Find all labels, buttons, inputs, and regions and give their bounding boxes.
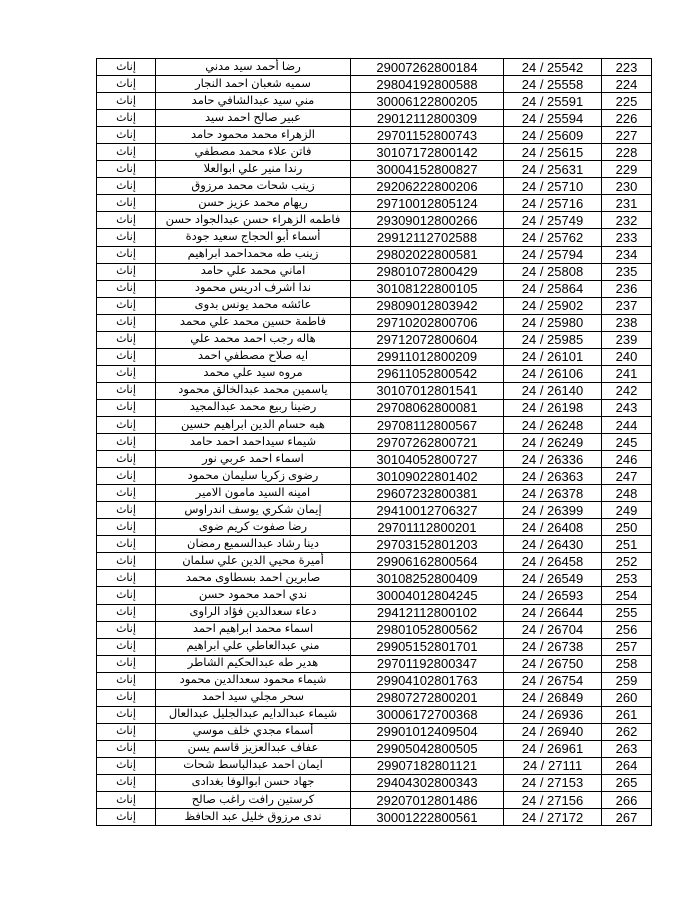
table-row bbox=[97, 93, 652, 110]
table-row bbox=[97, 723, 652, 740]
table-row bbox=[97, 451, 652, 468]
serial-cell: 249 bbox=[602, 502, 652, 519]
gender-cell: إناث bbox=[97, 59, 156, 76]
name-cell: عفاف عبدالعزيز قاسم يسن bbox=[156, 740, 351, 757]
serial-cell: 245 bbox=[602, 434, 652, 451]
national-id-cell: 29701112800201 bbox=[351, 519, 504, 536]
name-cell: ريهام محمد عزيز حسن bbox=[156, 195, 351, 212]
gender-cell: إناث bbox=[97, 144, 156, 161]
gender-cell: إناث bbox=[97, 161, 156, 178]
gender-cell: إناث bbox=[97, 655, 156, 672]
code-cell: 24 / 25985 bbox=[504, 331, 602, 348]
gender-cell: إناث bbox=[97, 740, 156, 757]
gender-cell: إناث bbox=[97, 127, 156, 144]
name-cell: امينه السيد مامون الامير bbox=[156, 485, 351, 502]
code-cell: 24 / 27153 bbox=[504, 774, 602, 791]
code-cell: 24 / 26336 bbox=[504, 451, 602, 468]
name-cell: فاطمة حسين محمد علي محمد bbox=[156, 314, 351, 331]
table-row bbox=[97, 280, 652, 297]
name-cell: فاطمه الزهراء حسن عبدالجواد حسن bbox=[156, 212, 351, 229]
gender-cell: إناث bbox=[97, 382, 156, 399]
name-cell: رضا صفوت كريم ضوى bbox=[156, 519, 351, 536]
national-id-cell: 29912112702588 bbox=[351, 229, 504, 246]
national-id-cell: 29809012803942 bbox=[351, 297, 504, 314]
serial-cell: 227 bbox=[602, 127, 652, 144]
gender-cell: إناث bbox=[97, 809, 156, 826]
code-cell: 24 / 25794 bbox=[504, 246, 602, 263]
gender-cell: إناث bbox=[97, 604, 156, 621]
serial-cell: 233 bbox=[602, 229, 652, 246]
name-cell: فاتن علاء محمد مصطفي bbox=[156, 144, 351, 161]
code-cell: 24 / 26408 bbox=[504, 519, 602, 536]
national-id-cell: 29807272800201 bbox=[351, 689, 504, 706]
gender-cell: إناث bbox=[97, 553, 156, 570]
serial-cell: 255 bbox=[602, 604, 652, 621]
code-cell: 24 / 25710 bbox=[504, 178, 602, 195]
national-id-cell: 29901012409504 bbox=[351, 723, 504, 740]
serial-cell: 242 bbox=[602, 382, 652, 399]
table-row bbox=[97, 519, 652, 536]
national-id-cell: 30107172800142 bbox=[351, 144, 504, 161]
name-cell: سحر مجلي سيد احمد bbox=[156, 689, 351, 706]
serial-cell: 246 bbox=[602, 451, 652, 468]
records-table-body bbox=[97, 59, 652, 826]
name-cell: إيمان شكري يوسف اندراوس bbox=[156, 502, 351, 519]
serial-cell: 226 bbox=[602, 110, 652, 127]
table-row bbox=[97, 740, 652, 757]
table-row bbox=[97, 195, 652, 212]
code-cell: 24 / 26593 bbox=[504, 587, 602, 604]
national-id-cell: 29801072800429 bbox=[351, 263, 504, 280]
serial-cell: 236 bbox=[602, 280, 652, 297]
name-cell: كرستين رافت راغب صالح bbox=[156, 792, 351, 809]
table-row bbox=[97, 485, 652, 502]
table-row bbox=[97, 689, 652, 706]
national-id-cell: 29012112800309 bbox=[351, 110, 504, 127]
gender-cell: إناث bbox=[97, 519, 156, 536]
gender-cell: إناث bbox=[97, 706, 156, 723]
name-cell: مني سيد عبدالشافي حامد bbox=[156, 93, 351, 110]
national-id-cell: 29710012805124 bbox=[351, 195, 504, 212]
table-row bbox=[97, 127, 652, 144]
code-cell: 24 / 26378 bbox=[504, 485, 602, 502]
code-cell: 24 / 26248 bbox=[504, 416, 602, 433]
gender-cell: إناث bbox=[97, 774, 156, 791]
table-row bbox=[97, 382, 652, 399]
name-cell: ياسمين محمد عبدالخالق محمود bbox=[156, 382, 351, 399]
serial-cell: 266 bbox=[602, 792, 652, 809]
table-row bbox=[97, 399, 652, 416]
table-row bbox=[97, 348, 652, 365]
gender-cell: إناث bbox=[97, 297, 156, 314]
national-id-cell: 29906162800564 bbox=[351, 553, 504, 570]
code-cell: 24 / 26704 bbox=[504, 621, 602, 638]
national-id-cell: 30004152800827 bbox=[351, 161, 504, 178]
code-cell: 24 / 27156 bbox=[504, 792, 602, 809]
gender-cell: إناث bbox=[97, 263, 156, 280]
national-id-cell: 29802022800581 bbox=[351, 246, 504, 263]
gender-cell: إناث bbox=[97, 434, 156, 451]
name-cell: زينب طه محمداحمد ابراهيم bbox=[156, 246, 351, 263]
serial-cell: 264 bbox=[602, 757, 652, 774]
serial-cell: 229 bbox=[602, 161, 652, 178]
name-cell: اماني محمد علي حامد bbox=[156, 263, 351, 280]
table-row bbox=[97, 263, 652, 280]
table-row bbox=[97, 621, 652, 638]
national-id-cell: 29611052800542 bbox=[351, 365, 504, 382]
name-cell: زينب شحات محمد مرزوق bbox=[156, 178, 351, 195]
code-cell: 24 / 26750 bbox=[504, 655, 602, 672]
name-cell: هبه حسام الدين ابراهيم حسين bbox=[156, 416, 351, 433]
national-id-cell: 30108122800105 bbox=[351, 280, 504, 297]
serial-cell: 265 bbox=[602, 774, 652, 791]
name-cell: ايه صلاح مصطفي احمد bbox=[156, 348, 351, 365]
code-cell: 24 / 25864 bbox=[504, 280, 602, 297]
gender-cell: إناث bbox=[97, 280, 156, 297]
national-id-cell: 30006122800205 bbox=[351, 93, 504, 110]
national-id-cell: 29905042800505 bbox=[351, 740, 504, 757]
serial-cell: 235 bbox=[602, 263, 652, 280]
national-id-cell: 29804192800588 bbox=[351, 76, 504, 93]
serial-cell: 248 bbox=[602, 485, 652, 502]
national-id-cell: 29701152800743 bbox=[351, 127, 504, 144]
name-cell: اسماء محمد ابراهيم احمد bbox=[156, 621, 351, 638]
name-cell: الزهراء محمد محمود حامد bbox=[156, 127, 351, 144]
table-row bbox=[97, 297, 652, 314]
name-cell: ندي احمد محمود حسن bbox=[156, 587, 351, 604]
national-id-cell: 30006172700368 bbox=[351, 706, 504, 723]
serial-cell: 247 bbox=[602, 468, 652, 485]
gender-cell: إناث bbox=[97, 757, 156, 774]
serial-cell: 262 bbox=[602, 723, 652, 740]
table-row bbox=[97, 161, 652, 178]
serial-cell: 230 bbox=[602, 178, 652, 195]
serial-cell: 239 bbox=[602, 331, 652, 348]
national-id-cell: 29701192800347 bbox=[351, 655, 504, 672]
serial-cell: 259 bbox=[602, 672, 652, 689]
table-row bbox=[97, 570, 652, 587]
national-id-cell: 29207012801486 bbox=[351, 792, 504, 809]
code-cell: 24 / 27111 bbox=[504, 757, 602, 774]
table-row bbox=[97, 604, 652, 621]
name-cell: مني عبدالعاطي علي ابراهيم bbox=[156, 638, 351, 655]
name-cell: دعاء سعدالدين فؤاد الراوى bbox=[156, 604, 351, 621]
serial-cell: 254 bbox=[602, 587, 652, 604]
code-cell: 24 / 25542 bbox=[504, 59, 602, 76]
gender-cell: إناث bbox=[97, 638, 156, 655]
national-id-cell: 29911012800209 bbox=[351, 348, 504, 365]
serial-cell: 257 bbox=[602, 638, 652, 655]
table-row bbox=[97, 110, 652, 127]
table-row bbox=[97, 809, 652, 826]
serial-cell: 250 bbox=[602, 519, 652, 536]
records-table bbox=[96, 58, 652, 826]
code-cell: 24 / 26754 bbox=[504, 672, 602, 689]
national-id-cell: 29007262800184 bbox=[351, 59, 504, 76]
code-cell: 24 / 25558 bbox=[504, 76, 602, 93]
national-id-cell: 30004012804245 bbox=[351, 587, 504, 604]
serial-cell: 252 bbox=[602, 553, 652, 570]
name-cell: هاله رجب احمد محمد علي bbox=[156, 331, 351, 348]
serial-cell: 256 bbox=[602, 621, 652, 638]
name-cell: هدير طه عبدالحكيم الشاطر bbox=[156, 655, 351, 672]
national-id-cell: 29412112800102 bbox=[351, 604, 504, 621]
gender-cell: إناث bbox=[97, 314, 156, 331]
gender-cell: إناث bbox=[97, 792, 156, 809]
code-cell: 24 / 26101 bbox=[504, 348, 602, 365]
code-cell: 24 / 26940 bbox=[504, 723, 602, 740]
serial-cell: 237 bbox=[602, 297, 652, 314]
table-row bbox=[97, 144, 652, 161]
name-cell: شيماء سيداحمد احمد حامد bbox=[156, 434, 351, 451]
national-id-cell: 29904102801763 bbox=[351, 672, 504, 689]
table-row bbox=[97, 246, 652, 263]
national-id-cell: 29905152801701 bbox=[351, 638, 504, 655]
code-cell: 24 / 26936 bbox=[504, 706, 602, 723]
code-cell: 24 / 25762 bbox=[504, 229, 602, 246]
code-cell: 24 / 25716 bbox=[504, 195, 602, 212]
table-row bbox=[97, 774, 652, 791]
name-cell: عبير صالح احمد سيد bbox=[156, 110, 351, 127]
code-cell: 24 / 26849 bbox=[504, 689, 602, 706]
national-id-cell: 29708112800567 bbox=[351, 416, 504, 433]
gender-cell: إناث bbox=[97, 76, 156, 93]
gender-cell: إناث bbox=[97, 723, 156, 740]
gender-cell: إناث bbox=[97, 621, 156, 638]
table-row bbox=[97, 587, 652, 604]
national-id-cell: 29907182801121 bbox=[351, 757, 504, 774]
serial-cell: 244 bbox=[602, 416, 652, 433]
gender-cell: إناث bbox=[97, 468, 156, 485]
table-row bbox=[97, 672, 652, 689]
serial-cell: 253 bbox=[602, 570, 652, 587]
national-id-cell: 30108252800409 bbox=[351, 570, 504, 587]
national-id-cell: 29710202800706 bbox=[351, 314, 504, 331]
serial-cell: 238 bbox=[602, 314, 652, 331]
serial-cell: 251 bbox=[602, 536, 652, 553]
national-id-cell: 30109022801402 bbox=[351, 468, 504, 485]
table-row bbox=[97, 178, 652, 195]
code-cell: 24 / 25615 bbox=[504, 144, 602, 161]
gender-cell: إناث bbox=[97, 502, 156, 519]
name-cell: مروه سيد علي محمد bbox=[156, 365, 351, 382]
gender-cell: إناث bbox=[97, 672, 156, 689]
serial-cell: 241 bbox=[602, 365, 652, 382]
serial-cell: 267 bbox=[602, 809, 652, 826]
table-row bbox=[97, 468, 652, 485]
serial-cell: 240 bbox=[602, 348, 652, 365]
name-cell: جهاد حسن ابوالوفا بغدادى bbox=[156, 774, 351, 791]
name-cell: دينا رشاد عبدالسميع رمضان bbox=[156, 536, 351, 553]
national-id-cell: 30104052800727 bbox=[351, 451, 504, 468]
code-cell: 24 / 25609 bbox=[504, 127, 602, 144]
code-cell: 24 / 26549 bbox=[504, 570, 602, 587]
gender-cell: إناث bbox=[97, 110, 156, 127]
name-cell: أميرة محيي الدين علي سلمان bbox=[156, 553, 351, 570]
code-cell: 24 / 25631 bbox=[504, 161, 602, 178]
name-cell: صابرين احمد بسطاوى محمد bbox=[156, 570, 351, 587]
serial-cell: 232 bbox=[602, 212, 652, 229]
serial-cell: 263 bbox=[602, 740, 652, 757]
table-row bbox=[97, 757, 652, 774]
gender-cell: إناث bbox=[97, 570, 156, 587]
national-id-cell: 29708062800081 bbox=[351, 399, 504, 416]
national-id-cell: 29801052800562 bbox=[351, 621, 504, 638]
code-cell: 24 / 26140 bbox=[504, 382, 602, 399]
national-id-cell: 29607232800381 bbox=[351, 485, 504, 502]
code-cell: 24 / 26363 bbox=[504, 468, 602, 485]
serial-cell: 258 bbox=[602, 655, 652, 672]
table-row bbox=[97, 792, 652, 809]
national-id-cell: 29404302800343 bbox=[351, 774, 504, 791]
gender-cell: إناث bbox=[97, 178, 156, 195]
serial-cell: 243 bbox=[602, 399, 652, 416]
national-id-cell: 30001222800561 bbox=[351, 809, 504, 826]
gender-cell: إناث bbox=[97, 587, 156, 604]
name-cell: رندا منير علي ابوالعلا bbox=[156, 161, 351, 178]
national-id-cell: 29707262800721 bbox=[351, 434, 504, 451]
name-cell: ندا اشرف ادريس محمود bbox=[156, 280, 351, 297]
gender-cell: إناث bbox=[97, 348, 156, 365]
name-cell: شيماء محمود سعدالدين محمود bbox=[156, 672, 351, 689]
name-cell: رضينا ربيع محمد عبدالمجيد bbox=[156, 399, 351, 416]
gender-cell: إناث bbox=[97, 195, 156, 212]
code-cell: 24 / 26106 bbox=[504, 365, 602, 382]
table-row bbox=[97, 59, 652, 76]
serial-cell: 234 bbox=[602, 246, 652, 263]
code-cell: 24 / 25902 bbox=[504, 297, 602, 314]
code-cell: 24 / 27172 bbox=[504, 809, 602, 826]
national-id-cell: 29410012706327 bbox=[351, 502, 504, 519]
table-row bbox=[97, 365, 652, 382]
table-row bbox=[97, 331, 652, 348]
table-row bbox=[97, 502, 652, 519]
code-cell: 24 / 26198 bbox=[504, 399, 602, 416]
code-cell: 24 / 26399 bbox=[504, 502, 602, 519]
gender-cell: إناث bbox=[97, 451, 156, 468]
name-cell: أسماء أبو الحجاج سعيد جودة bbox=[156, 229, 351, 246]
name-cell: اسماء احمد عربي نور bbox=[156, 451, 351, 468]
name-cell: شيماء عبدالدايم عبدالجليل عبدالعال bbox=[156, 706, 351, 723]
national-id-cell: 30107012801541 bbox=[351, 382, 504, 399]
gender-cell: إناث bbox=[97, 365, 156, 382]
table-row bbox=[97, 638, 652, 655]
name-cell: عائشه محمد يونس بدوى bbox=[156, 297, 351, 314]
name-cell: أسماء مجدي خلف موسي bbox=[156, 723, 351, 740]
gender-cell: إناث bbox=[97, 229, 156, 246]
serial-cell: 231 bbox=[602, 195, 652, 212]
code-cell: 24 / 25594 bbox=[504, 110, 602, 127]
table-row bbox=[97, 434, 652, 451]
gender-cell: إناث bbox=[97, 536, 156, 553]
code-cell: 24 / 25808 bbox=[504, 263, 602, 280]
code-cell: 24 / 26961 bbox=[504, 740, 602, 757]
national-id-cell: 29206222800206 bbox=[351, 178, 504, 195]
national-id-cell: 29309012800266 bbox=[351, 212, 504, 229]
serial-cell: 225 bbox=[602, 93, 652, 110]
gender-cell: إناث bbox=[97, 212, 156, 229]
name-cell: ندى مرزوق خليل عبد الحافظ bbox=[156, 809, 351, 826]
code-cell: 24 / 26738 bbox=[504, 638, 602, 655]
table-row bbox=[97, 706, 652, 723]
name-cell: رضا أحمد سيد مدني bbox=[156, 59, 351, 76]
gender-cell: إناث bbox=[97, 485, 156, 502]
code-cell: 24 / 25749 bbox=[504, 212, 602, 229]
serial-cell: 223 bbox=[602, 59, 652, 76]
serial-cell: 224 bbox=[602, 76, 652, 93]
gender-cell: إناث bbox=[97, 399, 156, 416]
code-cell: 24 / 26644 bbox=[504, 604, 602, 621]
table-row bbox=[97, 314, 652, 331]
table-row bbox=[97, 76, 652, 93]
code-cell: 24 / 25980 bbox=[504, 314, 602, 331]
gender-cell: إناث bbox=[97, 93, 156, 110]
gender-cell: إناث bbox=[97, 246, 156, 263]
serial-cell: 260 bbox=[602, 689, 652, 706]
table-row bbox=[97, 229, 652, 246]
national-id-cell: 29703152801203 bbox=[351, 536, 504, 553]
table-row bbox=[97, 655, 652, 672]
name-cell: سميه شعبان احمد النجار bbox=[156, 76, 351, 93]
code-cell: 24 / 26249 bbox=[504, 434, 602, 451]
gender-cell: إناث bbox=[97, 416, 156, 433]
name-cell: رضوى زكريا سليمان محمود bbox=[156, 468, 351, 485]
table-row bbox=[97, 553, 652, 570]
table-row bbox=[97, 536, 652, 553]
serial-cell: 261 bbox=[602, 706, 652, 723]
code-cell: 24 / 26458 bbox=[504, 553, 602, 570]
national-id-cell: 29712072800604 bbox=[351, 331, 504, 348]
name-cell: ايمان احمد عبدالباسط شحات bbox=[156, 757, 351, 774]
table-row bbox=[97, 416, 652, 433]
gender-cell: إناث bbox=[97, 689, 156, 706]
code-cell: 24 / 26430 bbox=[504, 536, 602, 553]
code-cell: 24 / 25591 bbox=[504, 93, 602, 110]
table-row bbox=[97, 212, 652, 229]
serial-cell: 228 bbox=[602, 144, 652, 161]
gender-cell: إناث bbox=[97, 331, 156, 348]
